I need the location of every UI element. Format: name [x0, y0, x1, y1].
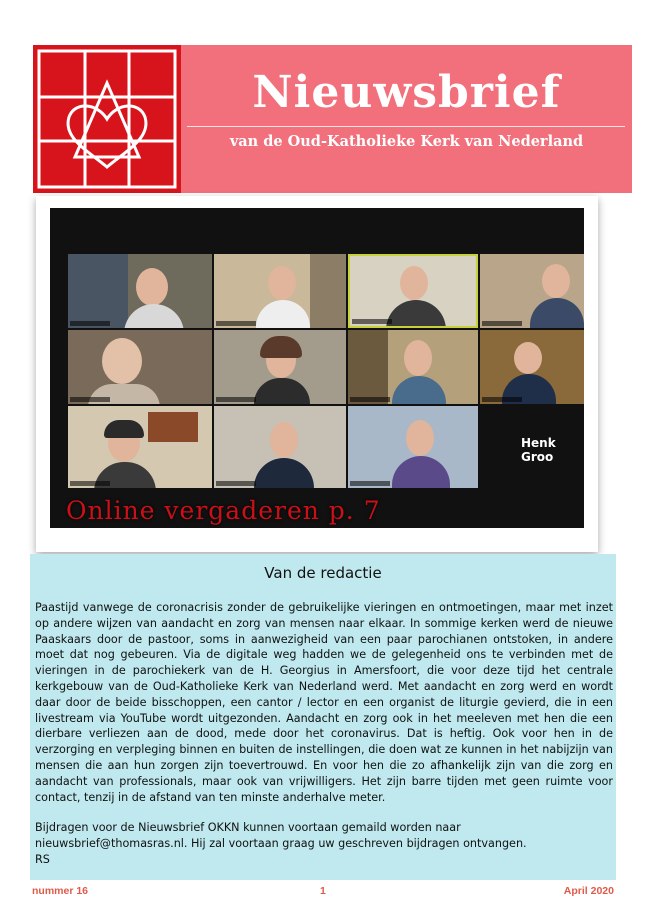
participant-tile [214, 406, 346, 488]
participant-tile [214, 330, 346, 404]
editorial-section [30, 554, 616, 880]
participant-tile [214, 254, 346, 328]
issue-date: April 2020 [563, 885, 614, 897]
photo-caption: Online vergaderen p. 7 [66, 496, 381, 525]
newsletter-subtitle: van de Oud-Katholieke Kerk van Nederland [229, 133, 584, 150]
participant-tile [348, 330, 478, 404]
editorial-contributions-note: Bijdragen voor de Nieuwsbrief OKKN kunnen voortaan gemaild worden naar nieuwsbrief@thomasras.nl. Hij zal voortaan graag uw geschreven bijdragen ontvangen. [35, 821, 527, 851]
editorial-paragraph: Paastijd vanwege de coronacrisis zonder de gebruikelijke vieringen en ontmoetingen, maar met inzet op andere wijzen van aandacht en zorg van mensen naar elkaar. In sommige kerken werd de nieuwe Paaskaars door de pastoor, soms in aanwezigheid van een paar parochianen ontstoken, in andere moet dat nog gebeuren. Via de digitale weg hadden we de gelegenheid ons te verbinden met de vieringen in de parochiekerk van de H. Georgius in Amersfoort, die voor deze tijd het centrale kerkgebouw van de Oud-Katholieke Kerk van Nederland werd. Met aandacht en zorg werd en wordt daar door de beide bisschoppen, een cantor / lector en een organist de liturgie gevierd, die in een livestream via YouTube wordt uitgezonden. Aandacht en zorg ook in het meeleven met hen die een dierbare verliezen aan de dood, mede door het coronavirus. Dat is heftig. Ook voor hen in de verzorging en verpleging binnen en buiten de instellingen, die doen wat ze kunnen in het nabijzijn van mensen die aan hun zorgen zijn toevertrouwd. En voor hen die zo afhankelijk zijn van die zorg en aandacht van professionals, maar ook van vrijwilligers. Het zijn barre tijden met geen ruimte voor contact, tenzij in de afstand van ten minste anderhalve meter. [35, 601, 613, 804]
editorial-heading: Van de redactie [264, 564, 382, 582]
participant-tile [480, 254, 584, 328]
newsletter-title: Nieuwsbrief [252, 67, 561, 118]
participant-tile [480, 330, 584, 404]
editorial-signature: RS [35, 852, 50, 866]
page-number: 1 [320, 885, 326, 897]
cover-photo-frame [36, 196, 598, 552]
participant-tile [68, 254, 212, 328]
participant-tile [68, 330, 212, 404]
masthead [181, 45, 632, 193]
video-meeting-photo [50, 208, 584, 528]
participant-name-label: Henk Groo [521, 436, 556, 464]
page-footer [30, 880, 616, 898]
title-divider [187, 126, 625, 127]
church-logo [33, 45, 181, 193]
participant-tile [348, 254, 478, 328]
cross-trinity-heart-logo-icon [33, 45, 181, 193]
issue-number: nummer 16 [32, 885, 89, 897]
participant-tile [68, 406, 212, 488]
editorial-body [35, 600, 613, 868]
participant-tile [348, 406, 478, 488]
